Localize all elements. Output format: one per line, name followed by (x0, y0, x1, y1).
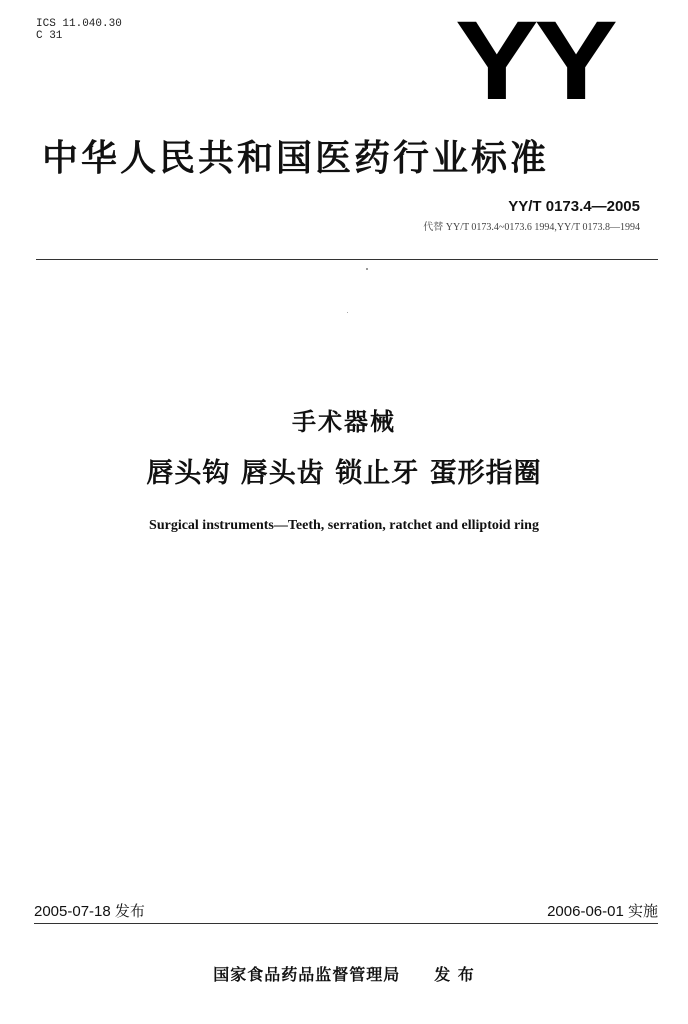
scan-speck (366, 268, 368, 270)
footer-divider (34, 923, 658, 924)
issue-date: 2005-07-18 发布 (34, 903, 145, 920)
scan-speck (347, 312, 348, 313)
ccs-code: C 31 (36, 30, 63, 42)
replaces-note: 代替 YY/T 0173.4~0173.6 1994,YY/T 0173.8—1994 (423, 222, 640, 233)
document-title-line1: 手术器械 (292, 408, 396, 436)
header-divider (36, 259, 658, 260)
document-title-line2: 唇头钩 唇头齿 锁止牙 蛋形指圈 (146, 458, 542, 489)
publisher-name: 国家食品药品监督管理局 (213, 965, 401, 984)
classification-codes (36, 18, 122, 42)
publisher-line (0, 962, 688, 985)
standard-number: YY/T 0173.4—2005 (508, 198, 640, 215)
ics-code: ICS 11.040.30 (36, 18, 122, 30)
yy-logo: YY (455, 0, 614, 123)
implementation-date: 2006-06-01 实施 (547, 903, 658, 920)
industry-standard-title: 中华人民共和国医药行业标准 (42, 138, 550, 179)
publish-label: 发 布 (434, 965, 475, 984)
document-title-english: Surgical instruments—Teeth, serration, ratchet and elliptoid ring (149, 518, 539, 533)
